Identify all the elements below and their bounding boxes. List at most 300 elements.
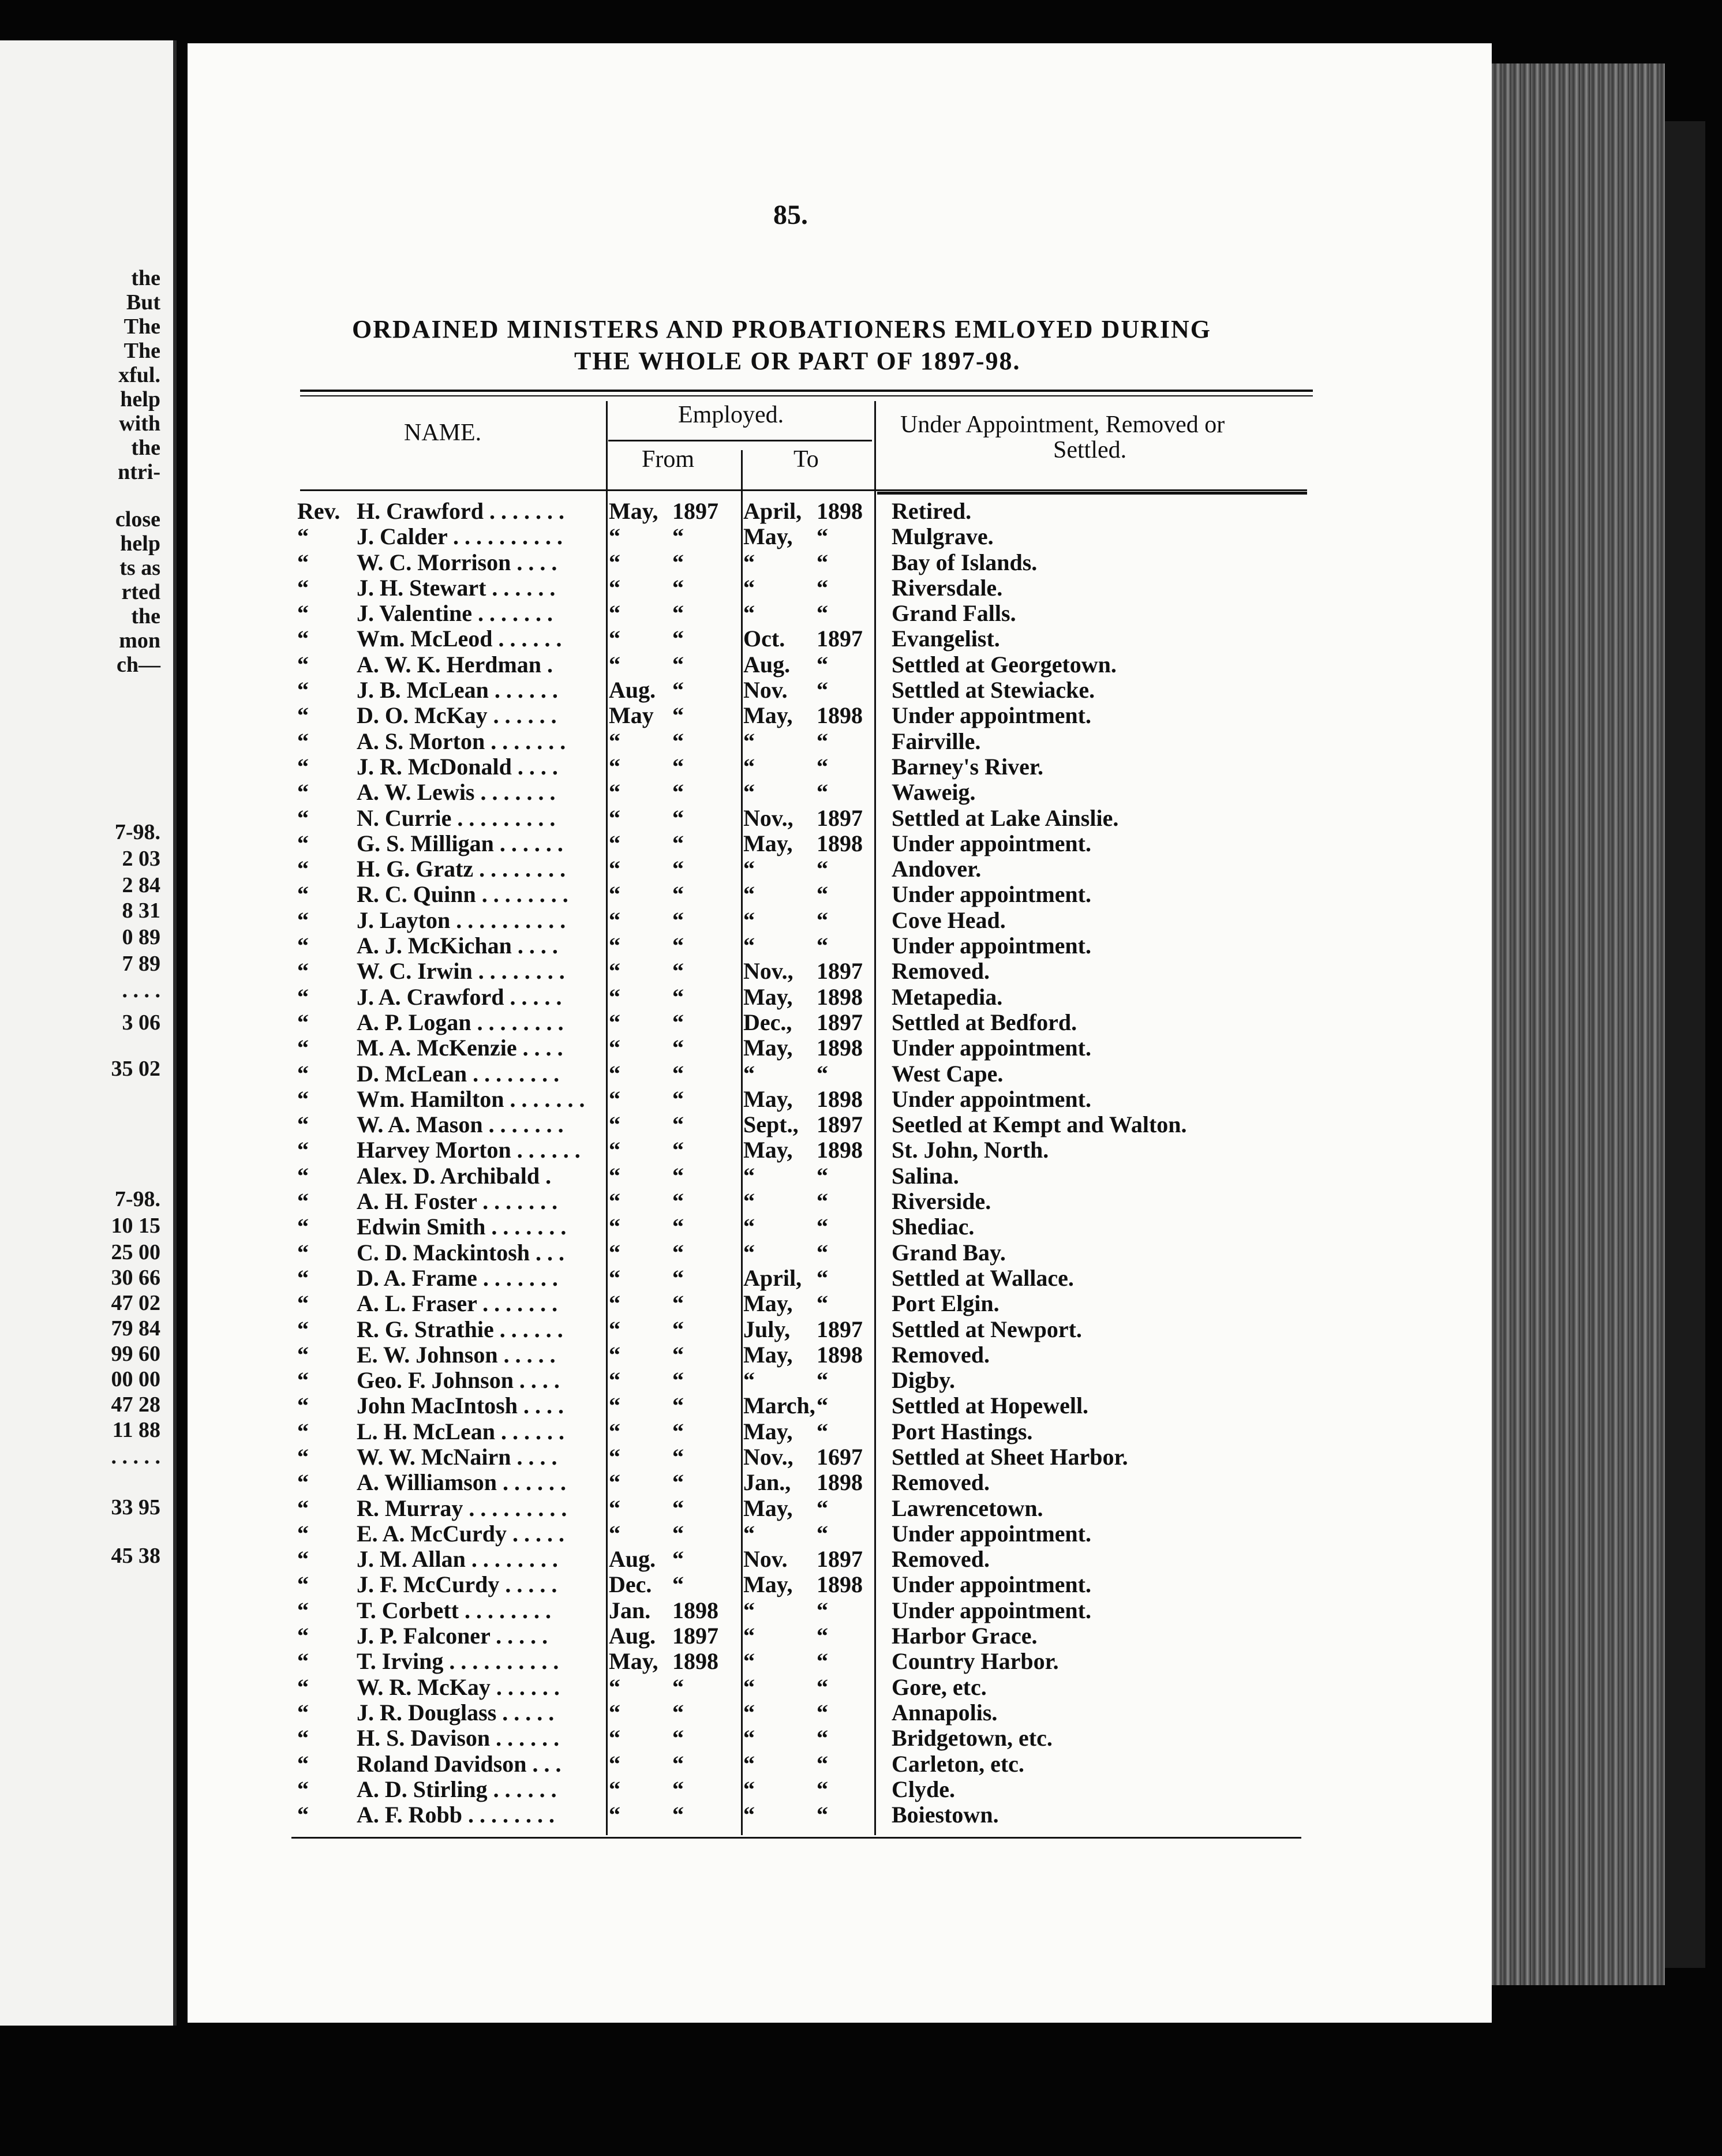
row-prefix: “ (297, 1520, 309, 1547)
appointment-status: Carleton, etc. (892, 1750, 1024, 1777)
to-month: Aug. (743, 651, 791, 678)
row-prefix: “ (297, 1341, 309, 1368)
from-year: “ (672, 779, 684, 806)
appointment-status: Digby. (892, 1367, 956, 1394)
appointment-status: Salina. (892, 1162, 959, 1189)
appointment-status: Metapedia. (892, 983, 1003, 1010)
from-month: “ (609, 600, 620, 627)
to-month: “ (743, 1776, 755, 1802)
row-prefix: “ (297, 907, 309, 933)
to-month: March, (743, 1393, 815, 1419)
left-page-line: with (119, 411, 160, 436)
left-page-line: 2 03 (122, 847, 160, 871)
to-month: “ (743, 1214, 755, 1240)
left-page-line: The (123, 339, 160, 363)
to-month: “ (743, 907, 755, 933)
row-prefix: “ (297, 983, 309, 1010)
from-month: “ (609, 804, 620, 831)
row-prefix: “ (297, 1137, 309, 1163)
to-year: 1898 (817, 983, 863, 1010)
from-year: “ (672, 1239, 684, 1266)
from-year: 1897 (672, 1623, 718, 1649)
table-row (291, 1189, 1307, 1214)
minister-name: J. Calder . . . . . . . . . . (357, 524, 563, 550)
from-month: “ (609, 1520, 620, 1547)
to-year: 1898 (817, 498, 863, 524)
minister-name: M. A. McKenzie . . . . (357, 1035, 563, 1061)
row-prefix: “ (297, 1469, 309, 1496)
header-status-line-1: Under Appointment, Removed or (900, 411, 1225, 438)
minister-name: J. R. McDonald . . . . (357, 754, 558, 780)
to-year: “ (817, 1418, 828, 1444)
to-year: “ (817, 549, 828, 575)
to-year: 1897 (817, 1009, 863, 1035)
to-month: May, (743, 1495, 793, 1521)
minister-name: J. Layton . . . . . . . . . . (357, 907, 566, 933)
page-edges (1492, 63, 1665, 1985)
left-page-line: the (131, 266, 160, 290)
from-month: “ (609, 1674, 620, 1700)
to-month: May, (743, 1571, 793, 1598)
from-year: 1898 (672, 1597, 718, 1623)
to-month: May, (743, 1341, 793, 1368)
to-year: 1898 (817, 1035, 863, 1061)
table-row (291, 1675, 1307, 1700)
left-page-line: 7 89 (122, 952, 160, 976)
appointment-status: Port Elgin. (892, 1290, 999, 1317)
from-month: “ (609, 907, 620, 933)
to-year: 1898 (817, 1086, 863, 1112)
from-month: May (609, 702, 654, 729)
from-month: “ (609, 1750, 620, 1777)
from-month: Jan. (609, 1597, 651, 1623)
header-bottom-rule-thick (877, 492, 1307, 495)
page-title-line-1: ORDAINED MINISTERS AND PROBATIONERS EMLOYED DURING (352, 315, 1212, 343)
from-year: “ (672, 1520, 684, 1547)
to-month: May, (743, 702, 793, 729)
from-month: “ (609, 1776, 620, 1802)
to-year: “ (817, 933, 828, 959)
table-row (291, 1112, 1307, 1137)
from-month: “ (609, 753, 620, 780)
left-page-line: 79 84 (111, 1316, 160, 1341)
left-page-line: . . . . . (111, 1444, 160, 1469)
table-row (291, 1521, 1307, 1547)
appointment-status: Under appointment. (892, 1597, 1091, 1623)
to-year: 1697 (817, 1443, 863, 1470)
to-year: “ (817, 1597, 828, 1623)
row-prefix: “ (297, 830, 309, 856)
to-month: “ (743, 933, 755, 959)
to-year: “ (817, 1648, 828, 1675)
minister-name: J. M. Allan . . . . . . . . (357, 1547, 558, 1573)
table-row (291, 1137, 1307, 1163)
left-page-line: 99 60 (111, 1342, 160, 1366)
row-prefix: “ (297, 1546, 309, 1573)
left-page-line: 33 95 (111, 1495, 160, 1519)
from-month: “ (609, 1009, 620, 1035)
from-month: “ (609, 1290, 620, 1317)
row-prefix: “ (297, 1393, 309, 1419)
table-row (291, 1035, 1307, 1061)
table-row (291, 959, 1307, 984)
minister-table-body (291, 499, 1307, 1828)
appointment-status: Under appointment. (892, 933, 1091, 959)
to-year: “ (817, 1802, 828, 1828)
table-row (291, 652, 1307, 678)
to-year: 1898 (817, 1469, 863, 1496)
left-page-line: 30 66 (111, 1266, 160, 1290)
to-month: “ (743, 1367, 755, 1394)
left-page-fragment (0, 40, 177, 2026)
from-month: Aug. (609, 1546, 656, 1573)
table-row (291, 882, 1307, 907)
from-month: May, (609, 498, 658, 524)
from-year: “ (672, 1162, 684, 1189)
header-from: From (642, 446, 695, 473)
to-year: 1898 (817, 1571, 863, 1598)
appointment-status: Under appointment. (892, 1520, 1091, 1547)
to-year: “ (817, 1520, 828, 1547)
minister-name: N. Currie . . . . . . . . . (357, 805, 556, 831)
minister-name: R. C. Quinn . . . . . . . . (357, 882, 568, 908)
left-page-line: rted (121, 580, 160, 604)
row-prefix: “ (297, 1290, 309, 1317)
table-row (291, 908, 1307, 933)
to-year: “ (817, 1674, 828, 1700)
row-prefix: “ (297, 1111, 309, 1138)
from-month: “ (609, 1188, 620, 1215)
to-month: “ (743, 881, 755, 908)
appointment-status: Cove Head. (892, 907, 1006, 933)
from-year: “ (672, 804, 684, 831)
minister-name: W. C. Morrison . . . . (357, 549, 557, 575)
to-month: “ (743, 1750, 755, 1777)
row-prefix: “ (297, 1162, 309, 1189)
table-row (291, 1010, 1307, 1035)
to-month: “ (743, 856, 755, 882)
from-month: Dec. (609, 1571, 652, 1598)
to-year: “ (817, 856, 828, 882)
header-status-line-2: Settled. (1053, 437, 1127, 463)
to-month: “ (743, 1648, 755, 1675)
from-year: “ (672, 1188, 684, 1215)
from-year: “ (672, 1393, 684, 1419)
appointment-status: Settled at Wallace. (892, 1264, 1074, 1291)
from-month: May, (609, 1648, 658, 1675)
row-prefix: “ (297, 1597, 309, 1623)
from-year: “ (672, 626, 684, 652)
appointment-status: Bay of Islands. (892, 549, 1038, 575)
to-month: “ (743, 549, 755, 575)
table-row (291, 1266, 1307, 1291)
to-month: “ (743, 1520, 755, 1547)
table-row (291, 499, 1307, 524)
table-row (291, 678, 1307, 703)
from-month: “ (609, 1060, 620, 1087)
from-year: “ (672, 1469, 684, 1496)
row-prefix: “ (297, 1009, 309, 1035)
minister-name: J. B. McLean . . . . . . (357, 678, 558, 703)
appointment-status: Settled at Stewiacke. (892, 677, 1095, 703)
from-year: “ (672, 1776, 684, 1802)
from-year: “ (672, 1725, 684, 1751)
to-year: “ (817, 1239, 828, 1266)
to-month: May, (743, 830, 793, 856)
from-month: “ (609, 728, 620, 754)
appointment-status: Removed. (892, 958, 990, 985)
from-year: “ (672, 1316, 684, 1342)
appointment-status: Harbor Grace. (892, 1623, 1038, 1649)
appointment-status: Lawrencetown. (892, 1495, 1043, 1521)
minister-name: A. W. K. Herdman . (357, 652, 553, 678)
row-prefix: “ (297, 1495, 309, 1521)
minister-name: Harvey Morton . . . . . . (357, 1137, 581, 1163)
row-prefix: “ (297, 1086, 309, 1112)
from-year: 1897 (672, 498, 718, 524)
minister-name: A. Williamson . . . . . . (357, 1470, 567, 1496)
table-row (291, 524, 1307, 549)
row-prefix: “ (297, 1367, 309, 1394)
from-month: “ (609, 523, 620, 550)
to-year: “ (817, 1725, 828, 1751)
from-month: “ (609, 1469, 620, 1496)
table-row (291, 1649, 1307, 1674)
appointment-status: Port Hastings. (892, 1418, 1033, 1444)
from-month: “ (609, 1393, 620, 1419)
from-month: “ (609, 574, 620, 601)
left-page-line: the (131, 604, 160, 628)
table-row (291, 1419, 1307, 1444)
to-year: 1897 (817, 1111, 863, 1138)
row-prefix: “ (297, 1648, 309, 1675)
table-row (291, 1444, 1307, 1470)
minister-name: E. A. McCurdy . . . . . (357, 1521, 564, 1547)
left-page-line: 00 00 (111, 1367, 160, 1391)
table-row (291, 1087, 1307, 1112)
minister-name: W. W. McNairn . . . . (357, 1444, 557, 1470)
minister-name: J. P. Falconer . . . . . (357, 1623, 548, 1649)
from-year: “ (672, 907, 684, 933)
from-month: “ (609, 1035, 620, 1061)
to-month: “ (743, 1597, 755, 1623)
to-month: “ (743, 1725, 755, 1751)
appointment-status: Under appointment. (892, 830, 1091, 856)
from-month: “ (609, 933, 620, 959)
table-row (291, 1725, 1307, 1751)
row-prefix: “ (297, 600, 309, 627)
to-month: April, (743, 1264, 802, 1291)
from-month: “ (609, 1086, 620, 1112)
row-prefix: “ (297, 1750, 309, 1777)
to-year: “ (817, 881, 828, 908)
to-month: April, (743, 498, 802, 524)
to-month: “ (743, 1802, 755, 1828)
from-year: “ (672, 881, 684, 908)
table-row (291, 1317, 1307, 1342)
appointment-status: Annapolis. (892, 1699, 998, 1725)
table-row (291, 1163, 1307, 1189)
table-bottom-rule (291, 1837, 1301, 1839)
row-prefix: “ (297, 728, 309, 754)
appointment-status: Settled at Lake Ainslie. (892, 804, 1119, 831)
left-page-line: xful. (118, 363, 160, 387)
table-row (291, 1061, 1307, 1087)
to-month: May, (743, 1137, 793, 1163)
row-prefix: “ (297, 1418, 309, 1444)
from-month: “ (609, 1214, 620, 1240)
row-prefix: “ (297, 753, 309, 780)
row-prefix: “ (297, 779, 309, 806)
from-year: “ (672, 677, 684, 703)
table-row (291, 831, 1307, 856)
table-row (291, 1342, 1307, 1368)
header-employed: Employed. (678, 402, 784, 428)
from-year: “ (672, 1060, 684, 1087)
appointment-status: Gore, etc. (892, 1674, 987, 1700)
to-year: “ (817, 1393, 828, 1419)
minister-name: H. Crawford . . . . . . . (357, 499, 564, 524)
left-page-line: 10 15 (111, 1214, 160, 1238)
row-prefix: “ (297, 933, 309, 959)
left-page-line: 2 84 (122, 873, 160, 897)
minister-name: Alex. D. Archibald . (357, 1163, 552, 1189)
appointment-status: St. John, North. (892, 1137, 1049, 1163)
to-year: “ (817, 651, 828, 678)
table-row (291, 1368, 1307, 1393)
to-year: “ (817, 574, 828, 601)
minister-name: Wm. Hamilton . . . . . . . (357, 1086, 585, 1112)
from-year: “ (672, 958, 684, 985)
from-year: “ (672, 1367, 684, 1394)
from-year: “ (672, 1009, 684, 1035)
to-month: Dec., (743, 1009, 792, 1035)
table-row (291, 856, 1307, 882)
table-row (291, 1470, 1307, 1495)
appointment-status: Removed. (892, 1469, 990, 1496)
from-month: “ (609, 1699, 620, 1725)
to-year: “ (817, 779, 828, 806)
appointment-status: Under appointment. (892, 1086, 1091, 1112)
from-year: “ (672, 600, 684, 627)
row-prefix: “ (297, 1725, 309, 1751)
from-month: “ (609, 983, 620, 1010)
from-year: “ (672, 933, 684, 959)
appointment-status: Under appointment. (892, 881, 1091, 908)
appointment-status: Seetled at Kempt and Walton. (892, 1111, 1187, 1138)
left-page-line: 47 02 (111, 1291, 160, 1315)
minister-name: W. C. Irwin . . . . . . . . (357, 959, 565, 985)
to-year: 1897 (817, 958, 863, 985)
to-month: Nov. (743, 1546, 788, 1573)
to-year: “ (817, 728, 828, 754)
minister-name: A. L. Fraser . . . . . . . (357, 1291, 558, 1317)
header-bottom-rule (300, 489, 1307, 491)
to-month: “ (743, 1239, 755, 1266)
minister-name: J. F. McCurdy . . . . . (357, 1572, 557, 1598)
from-year: “ (672, 523, 684, 550)
left-page-line: 47 28 (111, 1393, 160, 1417)
row-prefix: “ (297, 1776, 309, 1802)
from-year: “ (672, 549, 684, 575)
appointment-status: Evangelist. (892, 626, 1000, 652)
from-month: “ (609, 1341, 620, 1368)
from-year: 1898 (672, 1648, 718, 1675)
table-row (291, 550, 1307, 575)
left-page-line: 35 02 (111, 1057, 160, 1081)
from-month: “ (609, 1264, 620, 1291)
from-year: “ (672, 1699, 684, 1725)
to-month: “ (743, 779, 755, 806)
to-year: “ (817, 1367, 828, 1394)
to-year: “ (817, 1290, 828, 1317)
appointment-status: Barney's River. (892, 753, 1043, 780)
employed-under-rule (608, 440, 872, 441)
left-page-line: 7-98. (114, 1187, 160, 1211)
appointment-status: Shediac. (892, 1214, 975, 1240)
to-month: “ (743, 1060, 755, 1087)
appointment-status: Bridgetown, etc. (892, 1725, 1053, 1751)
from-year: “ (672, 728, 684, 754)
left-page-line: help (120, 387, 160, 411)
to-month: Jan., (743, 1469, 791, 1496)
minister-name: D. McLean . . . . . . . . (357, 1061, 560, 1087)
to-month: Nov., (743, 958, 793, 985)
table-row (291, 985, 1307, 1010)
left-page-line: 0 89 (122, 925, 160, 949)
to-month: July, (743, 1316, 791, 1342)
appointment-status: West Cape. (892, 1060, 1004, 1087)
appointment-status: Grand Falls. (892, 600, 1016, 627)
left-page-line: 8 31 (122, 899, 160, 923)
row-prefix: “ (297, 1674, 309, 1700)
minister-name: Geo. F. Johnson . . . . (357, 1368, 560, 1394)
minister-name: J. H. Stewart . . . . . . (357, 575, 556, 601)
to-year: “ (817, 1188, 828, 1215)
minister-name: L. H. McLean . . . . . . (357, 1418, 564, 1444)
row-prefix: “ (297, 626, 309, 652)
from-month: “ (609, 1239, 620, 1266)
from-month: “ (609, 1443, 620, 1470)
left-page-line: But (126, 290, 160, 315)
to-year: “ (817, 1060, 828, 1087)
minister-name: A. J. McKichan . . . . (357, 933, 558, 959)
header-name: NAME. (404, 420, 482, 446)
to-year: 1897 (817, 804, 863, 831)
row-prefix: “ (297, 651, 309, 678)
to-month: “ (743, 600, 755, 627)
to-year: 1897 (817, 1546, 863, 1573)
table-row (291, 1393, 1307, 1418)
header-to: To (793, 446, 819, 473)
minister-name: H. S. Davison . . . . . . (357, 1725, 560, 1751)
row-prefix: “ (297, 1060, 309, 1087)
appointment-status: Settled at Sheet Harbor. (892, 1443, 1128, 1470)
from-month: “ (609, 1367, 620, 1394)
to-month: May, (743, 1086, 793, 1112)
to-year: “ (817, 1776, 828, 1802)
row-prefix: “ (297, 523, 309, 550)
table-row (291, 1598, 1307, 1623)
row-prefix: “ (297, 804, 309, 831)
minister-name: A. P. Logan . . . . . . . . (357, 1009, 564, 1035)
minister-name: A. D. Stirling . . . . . . (357, 1776, 557, 1802)
from-month: “ (609, 651, 620, 678)
row-prefix: “ (297, 1188, 309, 1215)
minister-name: T. Corbett . . . . . . . . (357, 1597, 551, 1623)
to-month: May, (743, 523, 793, 550)
from-year: “ (672, 1341, 684, 1368)
